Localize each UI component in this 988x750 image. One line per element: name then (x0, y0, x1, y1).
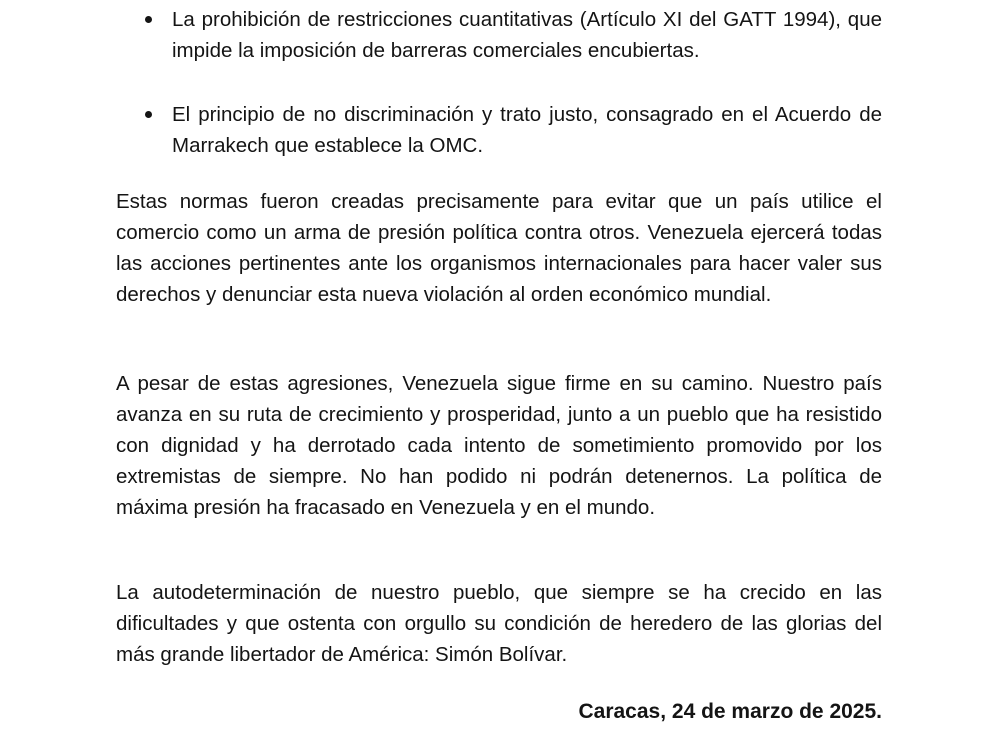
bullet-point-icon (145, 16, 152, 23)
bullet-item (0, 99, 882, 161)
paragraph-aggressions: A pesar de estas agresiones, Venezuela sigue firme en su camino. Nuestro país avanza en su ruta de crecimiento y prosperidad, junto a un pueblo que ha resistido con dignidad y ha derrotado cada intento de sometimiento promovido por los extremistas de siempre. No han podido ni podrán detenernos. La política de máxima presión ha fracasado en Venezuela y en el mundo. (116, 372, 882, 519)
bullet-text: El principio de no discriminación y trato justo, consagrado en el Acuerdo de Marrakech que establece la OMC. (172, 103, 882, 157)
place-date-signature: Caracas, 24 de marzo de 2025. (578, 700, 882, 723)
bullet-point-icon (145, 111, 152, 118)
bullet-text: La prohibición de restricciones cuantitativas (Artículo XI del GATT 1994), que impide la imposición de barreras comerciales encubiertas. (172, 8, 882, 62)
paragraph-norms: Estas normas fueron creadas precisamente para evitar que un país utilice el comercio como un arma de presión política contra otros. Venezuela ejercerá todas las acciones pertinentes ante los organismos internacionales para hacer valer sus derechos y denunciar esta nueva violación al orden económico mundial. (116, 190, 882, 306)
bullet-list (0, 4, 988, 161)
bullet-item (0, 4, 882, 66)
paragraph-self-determination: La autodeterminación de nuestro pueblo, que siempre se ha crecido en las dificultades y que ostenta con orgullo su condición de heredero de las glorias del más grande libertador de América: Simón Bolívar. (116, 581, 882, 666)
